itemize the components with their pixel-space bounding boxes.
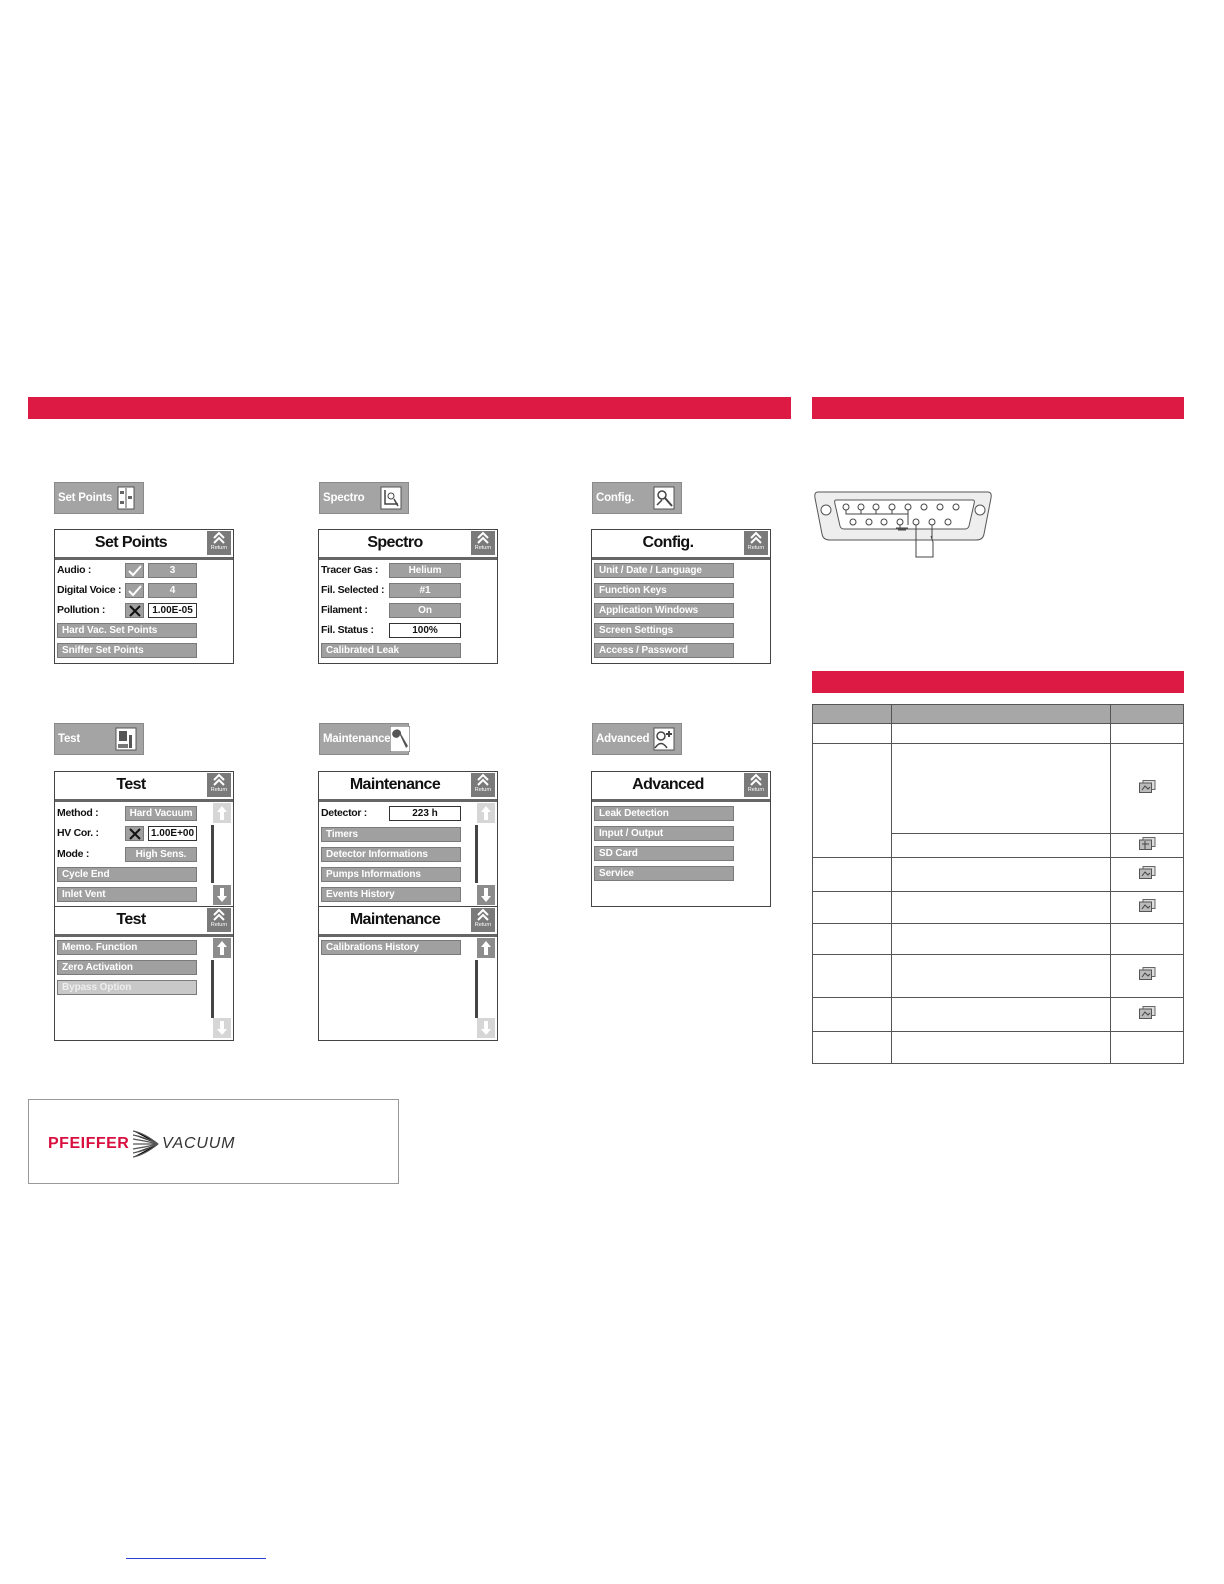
- return-button[interactable]: [471, 773, 495, 797]
- home-arrow-icon: [212, 531, 226, 544]
- screen-title: Test: [116, 776, 146, 793]
- screen-header: [592, 530, 770, 560]
- set-points-screen: [54, 529, 234, 664]
- pollution-label: Pollution :: [57, 604, 106, 616]
- table-cell: [1111, 724, 1184, 744]
- table-cell: [813, 744, 892, 858]
- return-button[interactable]: [471, 908, 495, 932]
- screen-title: Test: [116, 911, 146, 928]
- table-cell: [1111, 834, 1184, 858]
- mode-value[interactable]: High Sens.: [125, 847, 197, 862]
- zero-activation-button[interactable]: Zero Activation: [57, 960, 197, 975]
- detector-informations-button[interactable]: Detector Informations: [321, 847, 461, 862]
- tracer-gas-row: [321, 562, 378, 578]
- screen-title: Spectro: [367, 534, 423, 551]
- return-button[interactable]: [207, 773, 231, 797]
- advanced-user-icon: [653, 727, 675, 751]
- table-cell: [813, 892, 892, 924]
- home-arrow-icon: [212, 908, 226, 921]
- tab-label: Maintenance: [323, 733, 391, 745]
- return-label: Return: [474, 787, 492, 793]
- table-cell: [1111, 892, 1184, 924]
- spectro-screen: [318, 529, 498, 664]
- tab-label: Test: [58, 733, 80, 745]
- return-label: Return: [474, 922, 492, 928]
- screen-header: [592, 772, 770, 802]
- table-row: [813, 998, 1184, 1032]
- timers-button[interactable]: Timers: [321, 827, 461, 842]
- return-label: Return: [210, 922, 228, 928]
- table-cell: [892, 744, 1111, 834]
- audio-label: Audio :: [57, 564, 92, 576]
- config-screen: [591, 529, 771, 664]
- scroll-up-button[interactable]: [477, 938, 495, 958]
- method-value[interactable]: Hard Vacuum: [125, 806, 197, 821]
- hard-vac-set-points-button[interactable]: Hard Vac. Set Points: [57, 623, 197, 638]
- return-button[interactable]: [471, 531, 495, 555]
- table-cell: [892, 998, 1111, 1032]
- hv-cor-row: [57, 825, 99, 841]
- maintenance-scrollbar-1[interactable]: [475, 803, 495, 906]
- brand-name-pfeiffer: PFEIFFER: [48, 1135, 130, 1152]
- digital-voice-row: [57, 582, 121, 598]
- home-arrow-icon: [212, 773, 226, 786]
- scroll-track[interactable]: [475, 960, 478, 1018]
- test-screen: [54, 771, 234, 1041]
- screenshot-icon: [1139, 780, 1156, 793]
- table-header-cell: [892, 705, 1111, 724]
- menu-item-application-windows[interactable]: Application Windows: [594, 603, 734, 618]
- table-cell: [892, 892, 1111, 924]
- fil-selected-value[interactable]: #1: [389, 583, 461, 598]
- table-cell: [1111, 744, 1184, 834]
- table-row: [813, 924, 1184, 955]
- table-cell: [813, 724, 892, 744]
- screen-header: [55, 772, 233, 802]
- home-arrow-icon: [476, 773, 490, 786]
- return-button[interactable]: [207, 531, 231, 555]
- tracer-gas-value[interactable]: Helium: [389, 563, 461, 578]
- table-cell: [892, 834, 1111, 858]
- sub-d-connector-diagram: [812, 488, 994, 560]
- table-header-cell: [1111, 705, 1184, 724]
- screen-title: Maintenance: [349, 911, 441, 928]
- method-row: [57, 805, 98, 821]
- fil-selected-row: [321, 582, 384, 598]
- table-row: [813, 892, 1184, 924]
- logo-box: [28, 1099, 399, 1184]
- table-cell: [813, 998, 892, 1032]
- scroll-up-button[interactable]: [477, 803, 495, 823]
- inlet-vent-button[interactable]: Inlet Vent: [57, 887, 197, 902]
- pollution-row: [57, 602, 105, 618]
- home-arrow-icon: [749, 773, 763, 786]
- home-arrow-icon: [749, 531, 763, 544]
- detector-label: Detector :: [321, 807, 368, 819]
- table-row: [813, 858, 1184, 892]
- return-label: Return: [747, 787, 765, 793]
- screen-title: Set Points: [94, 534, 168, 551]
- audio-row: [57, 562, 91, 578]
- screen-header: [319, 530, 497, 560]
- table-header-cell: [813, 705, 892, 724]
- maintenance-scrollbar-2[interactable]: [475, 938, 495, 1040]
- table-cell: [892, 858, 1111, 892]
- checkmark-icon: [128, 565, 142, 577]
- scroll-track[interactable]: [475, 825, 478, 883]
- screenshot-icon: [1139, 866, 1156, 879]
- maintenance-screen: [318, 771, 498, 1041]
- table-cell: [1111, 955, 1184, 998]
- left-section-header-bar: [28, 397, 791, 419]
- screenshot-icon: [1139, 967, 1156, 980]
- fil-status-row: [321, 622, 374, 638]
- scroll-down-button[interactable]: [213, 885, 231, 905]
- table-row: [813, 1032, 1184, 1064]
- advanced-screen: [591, 771, 771, 907]
- pumps-informations-button[interactable]: Pumps Informations: [321, 867, 461, 882]
- tab-test[interactable]: [54, 723, 144, 755]
- menu-item-leak-detection[interactable]: Leak Detection: [594, 806, 734, 821]
- menu-item-unit-date-language[interactable]: Unit / Date / Language: [594, 563, 734, 578]
- screen-header-2: [319, 907, 497, 937]
- table-cell: [1111, 924, 1184, 955]
- scroll-track[interactable]: [211, 960, 214, 1018]
- return-label: Return: [474, 545, 492, 551]
- tab-advanced[interactable]: [592, 723, 682, 755]
- detector-row: [321, 805, 367, 821]
- tab-label: Set Points: [58, 492, 113, 504]
- table-cell: [892, 1032, 1111, 1064]
- screenshot-icon: [1139, 1006, 1156, 1019]
- pfeiffer-logo-icon: [132, 1129, 160, 1159]
- scroll-down-button[interactable]: [213, 1018, 231, 1038]
- table-cell: [1111, 858, 1184, 892]
- arrow-down-icon: [480, 1020, 492, 1036]
- return-label: Return: [210, 545, 228, 551]
- scroll-up-button[interactable]: [213, 938, 231, 958]
- return-label: Return: [747, 545, 765, 551]
- scroll-down-button[interactable]: [477, 885, 495, 905]
- pollution-value[interactable]: 1.00E-05: [148, 603, 197, 618]
- audio-checkbox[interactable]: [125, 563, 144, 578]
- table-cell: [1111, 998, 1184, 1032]
- tab-spectro[interactable]: [319, 482, 409, 514]
- table-cell: [813, 858, 892, 892]
- method-label: Method :: [57, 807, 99, 819]
- filament-label: Filament :: [321, 604, 368, 616]
- table-row: [813, 955, 1184, 998]
- table-cell: [892, 955, 1111, 998]
- spectro-icon: [380, 486, 402, 510]
- cross-icon: [129, 828, 141, 840]
- calibrated-leak-button[interactable]: Calibrated Leak: [321, 643, 461, 658]
- tab-label: Advanced: [596, 733, 650, 745]
- audio-value[interactable]: 3: [148, 563, 197, 578]
- table-section-header-bar: [812, 671, 1184, 693]
- right-section-header-bar: [812, 397, 1184, 419]
- screen-header-2: [55, 907, 233, 937]
- config-icon: [653, 486, 675, 510]
- digital-voice-checkbox[interactable]: [125, 583, 144, 598]
- hv-cor-value[interactable]: 1.00E+00: [148, 826, 197, 841]
- checkmark-icon: [128, 585, 142, 597]
- arrow-down-icon: [216, 887, 228, 903]
- hv-cor-label: HV Cor. :: [57, 827, 99, 839]
- fil-selected-label: Fil. Selected :: [321, 584, 385, 596]
- set-points-icon: [115, 486, 137, 510]
- table-cell: [892, 924, 1111, 955]
- return-button[interactable]: [744, 531, 768, 555]
- screen-header: [55, 530, 233, 560]
- menu-item-function-keys[interactable]: Function Keys: [594, 583, 734, 598]
- events-history-button[interactable]: Events History: [321, 887, 461, 902]
- return-button[interactable]: [207, 908, 231, 932]
- calibrations-history-button[interactable]: Calibrations History: [321, 940, 461, 955]
- table-header-row: [813, 705, 1184, 724]
- tab-config[interactable]: [592, 482, 682, 514]
- home-arrow-icon: [476, 908, 490, 921]
- menu-item-sd-card[interactable]: SD Card: [594, 846, 734, 861]
- table-cell: [1111, 1032, 1184, 1064]
- screen-title: Config.: [642, 534, 694, 551]
- data-table: [812, 704, 1184, 1064]
- fil-status-value: 100%: [389, 623, 461, 638]
- screenshot-icon: [1139, 899, 1156, 912]
- arrow-up-icon: [480, 805, 492, 821]
- screen-title: Advanced: [632, 776, 704, 793]
- table-cell: [813, 924, 892, 955]
- test-scrollbar-2[interactable]: [211, 938, 231, 1040]
- test-scrollbar-1[interactable]: [211, 803, 231, 906]
- detector-value: 223 h: [389, 806, 461, 821]
- pollution-checkbox[interactable]: [125, 603, 144, 618]
- menu-item-input-output[interactable]: Input / Output: [594, 826, 734, 841]
- bypass-option-button: Bypass Option: [57, 980, 197, 995]
- scroll-down-button[interactable]: [477, 1018, 495, 1038]
- fil-status-label: Fil. Status :: [321, 624, 374, 636]
- home-arrow-icon: [476, 531, 490, 544]
- return-label: Return: [210, 787, 228, 793]
- arrow-down-icon: [480, 887, 492, 903]
- mode-label: Mode :: [57, 848, 90, 860]
- menu-item-screen-settings[interactable]: Screen Settings: [594, 623, 734, 638]
- sniffer-set-points-button[interactable]: Sniffer Set Points: [57, 643, 197, 658]
- arrow-up-icon: [216, 805, 228, 821]
- arrow-up-icon: [480, 940, 492, 956]
- memo-function-button[interactable]: Memo. Function: [57, 940, 197, 955]
- menu-item-access-password[interactable]: Access / Password: [594, 643, 734, 658]
- mode-row: [57, 846, 89, 862]
- brand-name-vacuum: VACUUM: [162, 1135, 236, 1152]
- digital-voice-label: Digital Voice :: [57, 584, 122, 596]
- wrench-icon: [390, 727, 410, 751]
- scroll-track[interactable]: [211, 825, 214, 883]
- tab-maintenance[interactable]: [319, 723, 409, 755]
- menu-item-service[interactable]: Service: [594, 866, 734, 881]
- arrow-up-icon: [216, 940, 228, 956]
- digital-voice-value[interactable]: 4: [148, 583, 197, 598]
- table-cell: [892, 724, 1111, 744]
- test-icon: [115, 727, 137, 751]
- filament-row: [321, 602, 368, 618]
- cross-icon: [129, 605, 141, 617]
- screen-title: Maintenance: [349, 776, 441, 793]
- hv-cor-checkbox[interactable]: [125, 826, 144, 841]
- tracer-gas-label: Tracer Gas :: [321, 564, 379, 576]
- table-cell: [813, 955, 892, 998]
- tab-label: Spectro: [323, 492, 365, 504]
- filament-value[interactable]: On: [389, 603, 461, 618]
- table-cell: [813, 1032, 892, 1064]
- table-row: [813, 744, 1184, 834]
- screenshot-icon: [1139, 837, 1156, 850]
- tab-set-points[interactable]: [54, 482, 144, 514]
- scroll-up-button[interactable]: [213, 803, 231, 823]
- cycle-end-button[interactable]: Cycle End: [57, 867, 197, 882]
- link-underline[interactable]: [126, 1558, 266, 1559]
- arrow-down-icon: [216, 1020, 228, 1036]
- tab-label: Config.: [596, 492, 635, 504]
- table-row: [813, 724, 1184, 744]
- return-button[interactable]: [744, 773, 768, 797]
- screen-header: [319, 772, 497, 802]
